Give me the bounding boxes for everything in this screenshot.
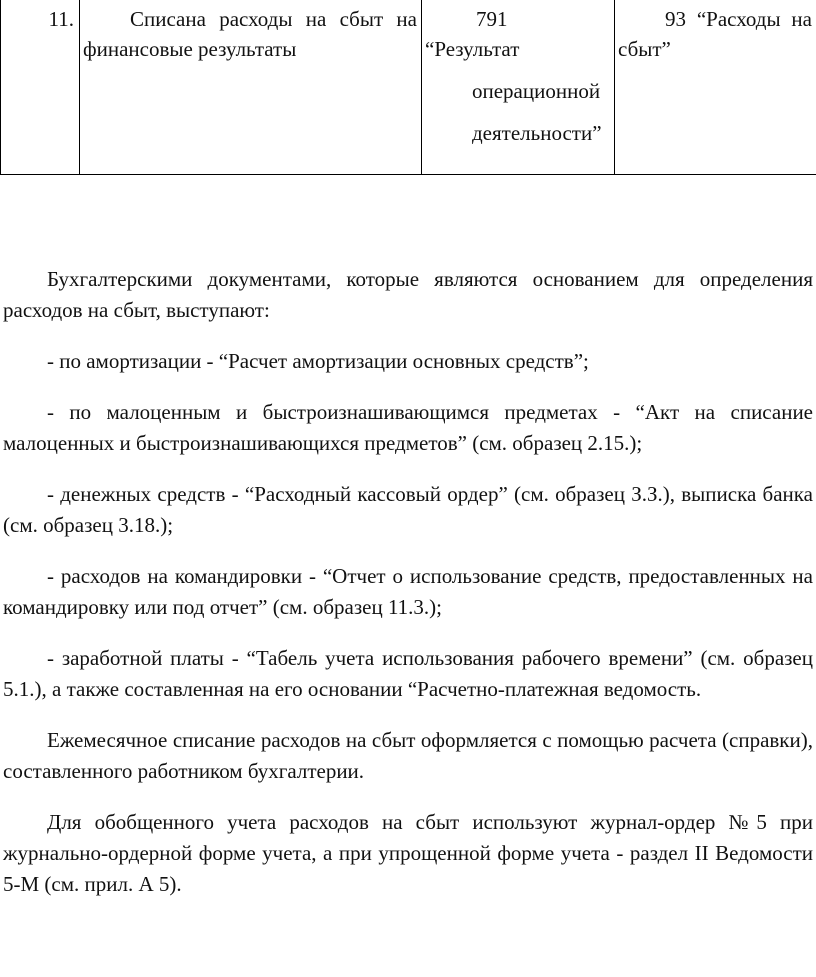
debit-account [422, 0, 614, 148]
body-text [3, 264, 813, 920]
debit-account-name-line: “Результат [425, 37, 520, 61]
list-item: - денежных средств - “Расходный кассовый ордер” (см. образец З.З.), выписка банка (см. образец 3.18.); [3, 482, 813, 537]
paragraph: Ежемесячное списание расходов на сбыт оформляется с помощью расчета (справки), составленного работником бухгалтерии. [3, 728, 813, 783]
list-item: - по малоценным и быстроизнашивающимся предметах - “Акт на списание малоценных и быстроизнашивающихся предметов” (см. образец 2.15.); [3, 400, 813, 455]
debit-account-name-line: операционной [472, 79, 601, 103]
debit-account-name-line: деятельности” [472, 121, 602, 145]
debit-account-number: 791 [476, 7, 508, 31]
list-item: - заработной платы - “Табель учета использования рабочего времени” (см. образец 5.1.), а также составленная на его основании “Расчетно-платежная ведомость. [3, 646, 813, 701]
accounting-entry-table [0, 0, 816, 175]
debit-cell [422, 0, 615, 174]
description-cell [80, 0, 422, 174]
credit-account: 93 “Расходы на сбыт” [618, 7, 812, 61]
credit-cell [615, 0, 816, 174]
list-item: - расходов на командировки - “Отчет о использование средств, предоставленных на командировку или под отчет” (см. образец 11.3.); [3, 564, 813, 619]
operation-description: Списана расходы на сбыт на финансовые результаты [83, 7, 417, 61]
paragraph: Для обобщенного учета расходов на сбыт используют журнал-ордер №5 при журнально-ордерной форме учета, а при упрощенной форме учета - раздел II Ведомости 5-М (см. прил. А 5). [3, 810, 813, 896]
row-number-cell [1, 0, 80, 174]
paragraph: Бухгалтерскими документами, которые являются основанием для определения расходов на сбыт, выступают: [3, 267, 813, 322]
table-row [1, 0, 816, 174]
list-item: - по амортизации - “Расчет амортизации основных средств”; [47, 349, 589, 373]
row-number: 11. [48, 7, 74, 31]
